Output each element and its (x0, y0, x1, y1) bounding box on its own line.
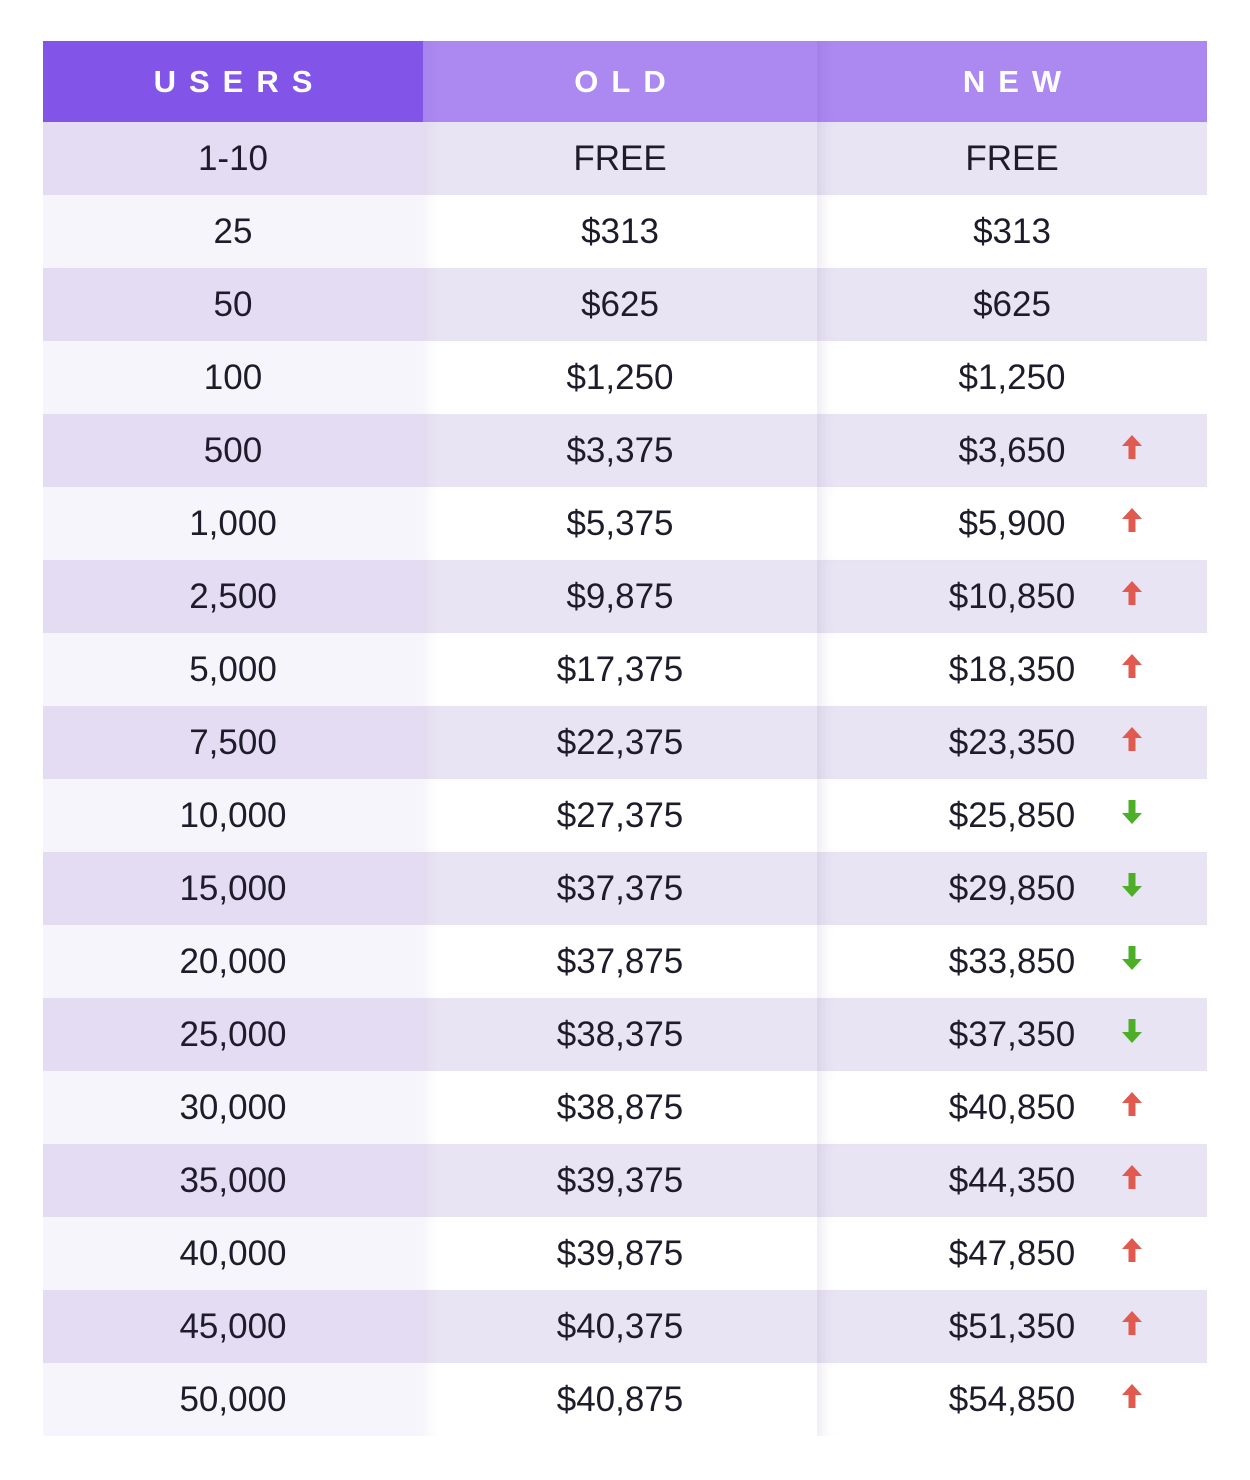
users-cell-text: 50,000 (179, 1379, 287, 1419)
users-cell (43, 1290, 423, 1363)
old-price-cell-text: $27,375 (556, 795, 684, 835)
arrow-down-icon (1121, 945, 1143, 971)
old-price-cell (423, 341, 817, 414)
new-price-cell (817, 998, 1207, 1071)
old-price-cell-text: $37,375 (556, 868, 684, 908)
users-cell (43, 195, 423, 268)
users-cell-text: 10,000 (179, 795, 287, 835)
old-price-cell-text: $625 (581, 284, 659, 324)
old-price-cell (423, 122, 817, 195)
users-cell-text: 45,000 (179, 1306, 287, 1346)
new-price-cell (817, 341, 1207, 414)
arrow-up-icon (1121, 1164, 1143, 1190)
old-price-cell-text: $38,875 (556, 1087, 684, 1127)
new-price-cell (817, 1071, 1207, 1144)
old-price-cell (423, 1144, 817, 1217)
old-price-cell-text: FREE (573, 138, 667, 178)
users-cell (43, 852, 423, 925)
users-cell (43, 1144, 423, 1217)
header-old: OLD (423, 41, 817, 122)
old-price-cell (423, 268, 817, 341)
users-cell-text: 100 (203, 357, 263, 397)
new-price-cell (817, 195, 1207, 268)
users-cell-text: 40,000 (179, 1233, 287, 1273)
new-price-cell (817, 1290, 1207, 1363)
table-row (43, 560, 1207, 633)
users-cell-text: 15,000 (179, 868, 287, 908)
new-price-cell (817, 268, 1207, 341)
users-cell-text: 2,500 (189, 576, 277, 616)
old-price-cell (423, 1363, 817, 1436)
new-price-cell-text: $51,350 (948, 1306, 1076, 1346)
old-price-cell (423, 779, 817, 852)
users-cell-text: 50 (213, 284, 253, 324)
new-price-cell (817, 560, 1207, 633)
old-price-cell-text: $3,375 (566, 430, 674, 470)
arrow-up-icon (1121, 1310, 1143, 1336)
old-price-cell-text: $38,375 (556, 1014, 684, 1054)
users-cell-text: 1,000 (189, 503, 277, 543)
table-header (43, 41, 1207, 122)
users-cell (43, 925, 423, 998)
new-price-cell (817, 122, 1207, 195)
new-price-cell-text: $54,850 (948, 1379, 1076, 1419)
users-cell-text: 7,500 (189, 722, 277, 762)
new-price-cell (817, 633, 1207, 706)
users-cell (43, 414, 423, 487)
new-price-cell-text: $44,350 (948, 1160, 1076, 1200)
users-cell-text: 20,000 (179, 941, 287, 981)
old-price-cell-text: $22,375 (556, 722, 684, 762)
users-cell (43, 268, 423, 341)
new-price-cell (817, 852, 1207, 925)
header-users: USERS (43, 41, 423, 122)
old-price-cell (423, 414, 817, 487)
old-price-cell-text: $37,875 (556, 941, 684, 981)
users-cell (43, 998, 423, 1071)
new-price-cell (817, 1217, 1207, 1290)
new-price-cell (817, 779, 1207, 852)
old-price-cell (423, 487, 817, 560)
old-price-cell-text: $40,375 (556, 1306, 684, 1346)
table-row (43, 1071, 1207, 1144)
users-cell (43, 560, 423, 633)
new-price-cell-text: FREE (965, 138, 1059, 178)
table-row (43, 1290, 1207, 1363)
old-price-cell (423, 1290, 817, 1363)
new-price-cell (817, 487, 1207, 560)
old-price-cell (423, 560, 817, 633)
users-cell (43, 706, 423, 779)
old-price-cell (423, 998, 817, 1071)
old-price-cell (423, 633, 817, 706)
table-row (43, 998, 1207, 1071)
new-price-cell-text: $1,250 (958, 357, 1066, 397)
users-cell (43, 1217, 423, 1290)
new-price-cell-text: $5,900 (958, 503, 1066, 543)
old-price-cell-text: $1,250 (566, 357, 674, 397)
arrow-up-icon (1121, 507, 1143, 533)
old-price-cell-text: $39,375 (556, 1160, 684, 1200)
arrow-down-icon (1121, 799, 1143, 825)
users-cell-text: 30,000 (179, 1087, 287, 1127)
new-price-cell (817, 706, 1207, 779)
new-price-cell (817, 925, 1207, 998)
arrow-up-icon (1121, 434, 1143, 460)
new-price-cell-text: $37,350 (948, 1014, 1076, 1054)
arrow-down-icon (1121, 1018, 1143, 1044)
users-cell-text: 500 (203, 430, 263, 470)
old-price-cell-text: $39,875 (556, 1233, 684, 1273)
new-price-cell-text: $29,850 (948, 868, 1076, 908)
arrow-up-icon (1121, 580, 1143, 606)
header-new: NEW (817, 41, 1207, 122)
table-row (43, 487, 1207, 560)
old-price-cell-text: $5,375 (566, 503, 674, 543)
arrow-up-icon (1121, 1383, 1143, 1409)
users-cell-text: 1-10 (197, 138, 269, 178)
table-row (43, 122, 1207, 195)
table-row (43, 341, 1207, 414)
old-price-cell-text: $40,875 (556, 1379, 684, 1419)
new-price-cell-text: $23,350 (948, 722, 1076, 762)
new-price-cell-text: $25,850 (948, 795, 1076, 835)
table-row (43, 852, 1207, 925)
table-row (43, 925, 1207, 998)
users-cell-text: 35,000 (179, 1160, 287, 1200)
new-price-cell-text: $313 (973, 211, 1051, 251)
new-price-cell-text: $40,850 (948, 1087, 1076, 1127)
new-price-cell-text: $3,650 (958, 430, 1066, 470)
arrow-up-icon (1121, 1237, 1143, 1263)
new-price-cell-text: $625 (973, 284, 1051, 324)
users-cell (43, 341, 423, 414)
pricing-table (43, 41, 1207, 1436)
table-row (43, 779, 1207, 852)
arrow-up-icon (1121, 1091, 1143, 1117)
old-price-cell (423, 1217, 817, 1290)
arrow-up-icon (1121, 653, 1143, 679)
old-price-cell-text: $17,375 (556, 649, 684, 689)
old-price-cell (423, 925, 817, 998)
new-price-cell (817, 1144, 1207, 1217)
users-cell-text: 25 (213, 211, 253, 251)
table-row (43, 268, 1207, 341)
old-price-cell (423, 195, 817, 268)
table-row (43, 1144, 1207, 1217)
users-cell (43, 633, 423, 706)
users-cell (43, 779, 423, 852)
old-price-cell (423, 1071, 817, 1144)
table-row (43, 1217, 1207, 1290)
table-row (43, 633, 1207, 706)
new-price-cell-text: $18,350 (948, 649, 1076, 689)
users-cell (43, 122, 423, 195)
arrow-down-icon (1121, 872, 1143, 898)
old-price-cell-text: $9,875 (566, 576, 674, 616)
table-row (43, 414, 1207, 487)
users-cell (43, 1363, 423, 1436)
table-row (43, 706, 1207, 779)
table-row (43, 195, 1207, 268)
new-price-cell (817, 1363, 1207, 1436)
users-cell (43, 1071, 423, 1144)
new-price-cell-text: $33,850 (948, 941, 1076, 981)
old-price-cell-text: $313 (581, 211, 659, 251)
users-cell (43, 487, 423, 560)
table-body (43, 122, 1207, 1436)
old-price-cell (423, 706, 817, 779)
users-cell-text: 5,000 (189, 649, 277, 689)
new-price-cell (817, 414, 1207, 487)
users-cell-text: 25,000 (179, 1014, 287, 1054)
table-row (43, 1363, 1207, 1436)
new-price-cell-text: $47,850 (948, 1233, 1076, 1273)
arrow-up-icon (1121, 726, 1143, 752)
new-price-cell-text: $10,850 (948, 576, 1076, 616)
old-price-cell (423, 852, 817, 925)
